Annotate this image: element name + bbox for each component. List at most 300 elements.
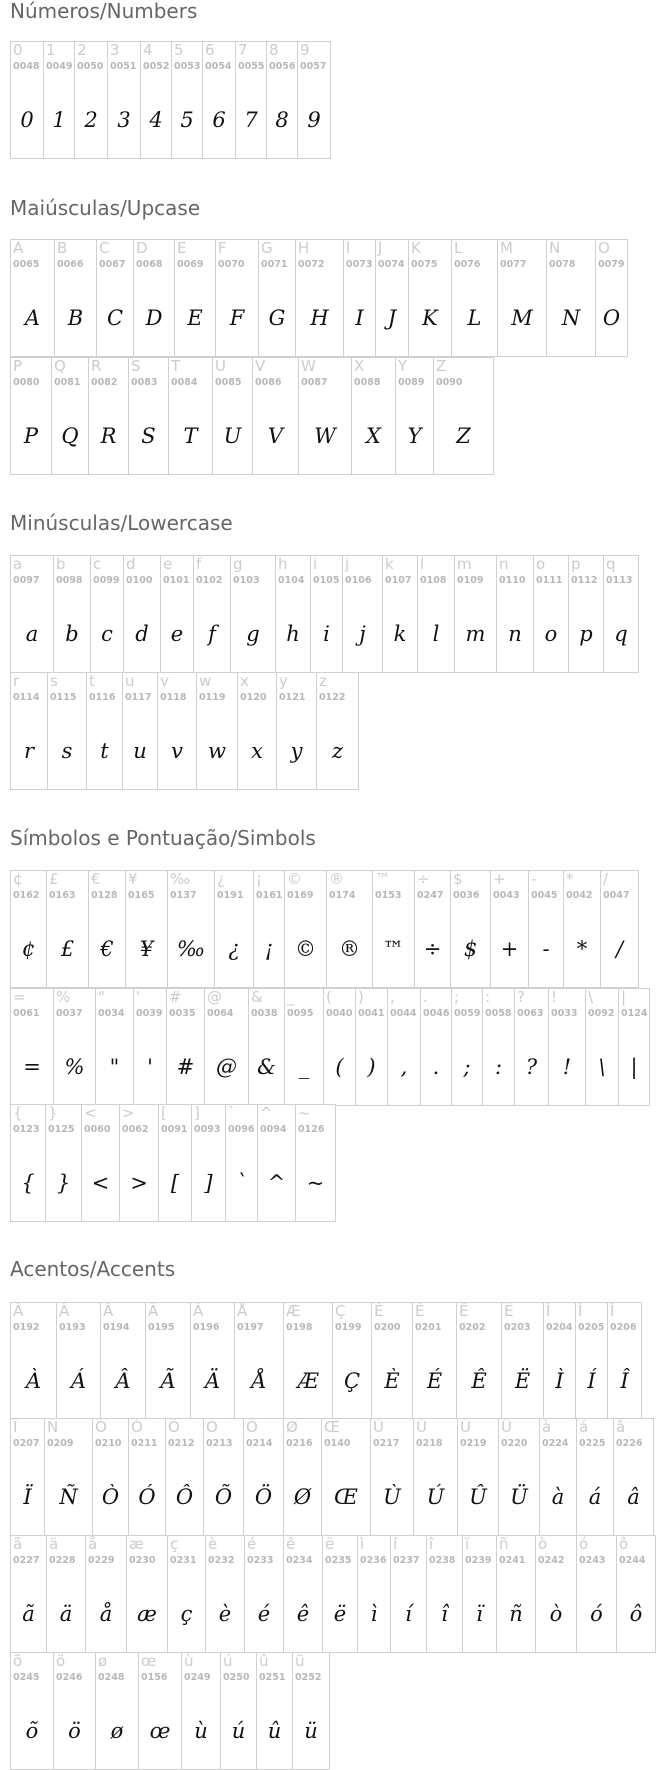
character-label: î [429,1535,434,1553]
glyph-cell [138,1652,182,1770]
character-label: \ [588,988,594,1006]
character-code: 0059 [454,1008,481,1019]
character-label: © [287,870,302,888]
character-code: 0211 [131,1438,158,1449]
character-code: 0057 [300,61,327,72]
glyph-cell [375,239,409,357]
character-label: . [423,988,428,1006]
character-label: ' [136,988,141,1006]
glyph-cell [205,1535,245,1653]
glyph-cell [501,1302,544,1420]
character-code: 0079 [598,259,625,270]
glyph-sample: 6 [212,108,226,132]
glyph-sample: L [467,306,482,330]
glyph-sample: _ [298,1055,310,1079]
character-code: 0126 [298,1124,325,1135]
character-code: 0089 [398,377,425,388]
glyph-sample: ^ [267,1171,286,1195]
glyph-cell [457,1418,499,1536]
glyph-cell [252,357,299,475]
glyph-sample: Ù [383,1485,401,1509]
character-label: Œ [324,1418,341,1436]
character-code: 0045 [531,890,558,901]
character-code: 0209 [47,1438,74,1449]
glyph-cell [420,988,452,1106]
glyph-sample: k [393,622,407,646]
character-code: 0198 [286,1322,313,1333]
character-label: ¿ [217,870,225,888]
character-code: 0207 [13,1438,40,1449]
glyph-cell [88,357,129,475]
glyph-cell [212,357,253,475]
glyph-cell [585,988,619,1106]
glyph-cell [196,672,238,790]
glyph-sample: : [494,1055,503,1079]
character-code: 0040 [326,1008,353,1019]
character-code: 0247 [417,890,444,901]
glyph-sample: 8 [275,108,289,132]
glyph-cell [284,988,324,1106]
character-label: + [493,870,506,888]
character-code: 0121 [279,692,306,703]
glyph-sample: Õ [214,1485,233,1509]
character-label: < [84,1104,97,1122]
glyph-sample: \ [598,1055,606,1079]
glyph-cell [357,1535,391,1653]
glyph-cell [237,672,277,790]
character-code: 0122 [319,692,346,703]
character-code: 0203 [504,1322,531,1333]
glyph-cell [456,1302,502,1420]
character-code: 0062 [122,1124,149,1135]
glyph-sample: } [56,1171,71,1195]
character-code: 0100 [126,575,153,586]
glyph-cell [10,357,52,475]
glyph-cell [496,555,534,673]
glyph-cell [433,357,494,475]
glyph-cell [543,1302,576,1420]
glyph-sample: C [106,306,124,330]
glyph-cell [351,357,396,475]
glyph-cell [204,988,249,1106]
glyph-sample: Z [456,424,471,448]
glyph-sample: û [267,1719,282,1743]
glyph-cell [310,555,343,673]
character-label: â [616,1418,626,1436]
glyph-sample: Ñ [59,1485,78,1509]
glyph-cell [408,239,452,357]
character-label: 0 [13,41,23,59]
glyph-cell [528,870,564,988]
character-code: 0218 [416,1438,443,1449]
glyph-sample: Ö [254,1485,273,1509]
character-label: u [125,672,135,690]
glyph-sample: - [542,937,550,961]
glyph-sample: À [25,1369,42,1393]
character-code: 0098 [56,575,83,586]
glyph-sample: X [366,424,381,448]
glyph-sample: y [290,739,303,763]
character-label: æ [129,1535,144,1553]
character-code: 0230 [129,1555,156,1566]
glyph-cell [107,41,141,159]
glyph-cell [54,239,97,357]
character-label: Î [610,1302,615,1320]
character-label: 1 [46,41,56,59]
character-label: ¢ [13,870,23,888]
character-code: 0055 [238,61,265,72]
glyph-cell [276,672,317,790]
character-code: 0229 [88,1555,115,1566]
glyph-sample: E [187,306,203,330]
character-label: ? [517,988,525,1006]
glyph-sample: $ [463,937,478,961]
glyph-sample: q [614,622,628,646]
character-code: 0249 [184,1672,211,1683]
glyph-cell [234,1302,284,1420]
character-code: 0048 [13,61,40,72]
glyph-cell [10,672,48,790]
glyph-cell [220,1652,257,1770]
glyph-sample: J [387,306,397,330]
character-code: 0041 [358,1008,385,1019]
glyph-sample: & [257,1055,276,1079]
character-code: 0212 [168,1438,195,1449]
character-code: 0251 [259,1672,286,1683]
character-label: 2 [77,41,87,59]
glyph-sample: . [432,1055,440,1079]
character-code: 0233 [247,1555,274,1566]
character-code: 0201 [415,1322,442,1333]
character-label: @ [207,988,222,1006]
character-code: 0065 [13,259,40,270]
character-code: 0054 [205,61,232,72]
character-label: p [571,555,581,573]
glyph-sample: € [100,937,114,961]
character-label: í [393,1535,398,1553]
character-code: 0088 [354,377,381,388]
glyph-cell [283,1535,323,1653]
character-code: 0081 [54,377,81,388]
character-label: M [500,239,513,257]
glyph-cell [266,41,298,159]
character-code: 0123 [13,1124,40,1135]
character-label: Ü [501,1418,512,1436]
character-code: 0242 [538,1555,565,1566]
character-code: 0095 [287,1008,314,1019]
glyph-sample: a [25,622,39,646]
glyph-sample: O [602,306,621,330]
glyph-sample: ] [204,1171,213,1195]
character-label: Ö [246,1418,258,1436]
glyph-cell [230,555,276,673]
glyph-sample: ¡ [264,937,274,961]
glyph-sample: * [576,937,588,961]
character-label: r [13,672,20,690]
glyph-sample: m [465,622,486,646]
glyph-sample: r [23,739,35,763]
glyph-sample: ø [110,1719,124,1743]
glyph-cell [257,1104,296,1222]
character-label: ê [286,1535,296,1553]
glyph-cell [382,555,418,673]
character-code: 0037 [56,1008,83,1019]
character-code: 0096 [228,1124,255,1135]
character-code: 0174 [329,890,356,901]
character-code: 0252 [295,1672,322,1683]
character-label: è [208,1535,218,1553]
character-code: 0200 [374,1322,401,1333]
character-label: Ñ [47,1418,59,1436]
character-code: 0112 [571,575,598,586]
glyph-cell [122,672,158,790]
character-label: é [247,1535,257,1553]
glyph-cell [10,41,44,159]
glyph-cell [215,239,259,357]
character-code: 0097 [13,575,40,586]
glyph-cell [190,1302,235,1420]
glyph-sample: [ [170,1171,180,1195]
glyph-sample: ® [339,937,360,961]
character-code: 0206 [610,1322,637,1333]
glyph-sample: £ [60,937,75,961]
glyph-cell [140,41,172,159]
glyph-cell [387,988,421,1106]
glyph-cell [482,988,515,1106]
glyph-cell [292,1652,330,1770]
glyph-cell [417,555,455,673]
character-label: È [374,1302,384,1320]
character-label: £ [49,870,59,888]
glyph-cell [214,870,254,988]
glyph-sample: è [218,1602,232,1626]
character-code: 0163 [49,890,76,901]
glyph-sample: î [441,1602,448,1626]
character-code: 0082 [91,377,118,388]
character-code: 0238 [429,1555,456,1566]
glyph-cell [535,1535,577,1653]
character-label: Á [59,1302,70,1320]
character-code: 0099 [93,575,120,586]
glyph-cell [326,870,373,988]
glyph-cell [576,1535,617,1653]
glyph-cell [451,988,483,1106]
character-label: ‰ [170,870,191,888]
glyph-sample: H [310,306,329,330]
glyph-sample: Ë [514,1369,531,1393]
character-label: N [549,239,561,257]
character-code: 0217 [373,1438,400,1449]
character-label: Y [398,357,408,375]
character-label: = [13,988,26,1006]
character-label: C [99,239,110,257]
character-label: ä [49,1535,59,1553]
glyph-cell [193,555,231,673]
character-code: 0051 [110,61,137,72]
character-label: m [457,555,472,573]
character-label: F [218,239,227,257]
glyph-sample: + [500,937,519,961]
character-code: 0070 [218,259,245,270]
character-code: 0074 [378,259,405,270]
character-label: s [50,672,58,690]
character-code: 0083 [131,377,158,388]
character-code: 0226 [616,1438,643,1449]
glyph-cell [203,1418,244,1536]
glyph-sample: æ [137,1602,157,1626]
glyph-cell [168,357,213,475]
character-label: ~ [298,1104,311,1122]
glyph-cell [85,1535,127,1653]
glyph-sample: M [511,306,533,330]
glyph-cell [454,555,497,673]
character-label: ó [579,1535,589,1553]
glyph-sample: I [355,306,364,330]
character-code: 0073 [346,259,373,270]
character-code: 0060 [84,1124,111,1135]
character-label: À [13,1302,24,1320]
glyph-sample: á [588,1485,602,1509]
glyph-sample: Ç [343,1369,361,1393]
character-code: 0205 [578,1322,605,1333]
character-code: 0213 [206,1438,233,1449]
character-code: 0210 [95,1438,122,1449]
character-code: 0108 [420,575,447,586]
glyph-sample: 0 [20,108,34,132]
glyph-sample: 4 [149,108,163,132]
character-label: Ô [168,1418,180,1436]
glyph-sample: i [323,622,330,646]
character-code: 0192 [13,1322,40,1333]
glyph-sample: Ô [175,1485,194,1509]
glyph-sample: > [130,1171,148,1195]
glyph-cell [371,1302,413,1420]
glyph-cell [53,1652,96,1770]
glyph-sample: | [630,1055,638,1079]
glyph-sample: Ú [426,1485,445,1509]
section-title: Acentos/Accents [10,1257,176,1281]
glyph-sample: Ò [101,1485,120,1509]
glyph-sample: É [426,1369,443,1393]
character-label: I [346,239,351,257]
glyph-sample: Ä [204,1369,221,1393]
glyph-cell [298,357,352,475]
character-label: € [91,870,101,888]
glyph-sample: ò [549,1602,563,1626]
character-label: q [606,555,616,573]
glyph-sample: ù [194,1719,208,1743]
glyph-cell [575,1302,608,1420]
glyph-cell [10,1104,46,1222]
glyph-cell [133,988,167,1106]
character-label: ^ [260,1104,273,1122]
glyph-sample: f [208,622,216,646]
character-label: á [579,1418,589,1436]
character-code: 0161 [256,890,283,901]
glyph-cell [576,1418,614,1536]
glyph-sample: ' [147,1055,153,1079]
character-label: T [171,357,181,375]
glyph-cell [414,870,451,988]
character-label: : [485,988,491,1006]
character-code: 0195 [148,1322,175,1333]
glyph-cell [413,1418,458,1536]
character-code: 0104 [278,575,305,586]
character-code: 0106 [345,575,372,586]
glyph-sample: N [561,306,581,330]
glyph-cell [600,870,639,988]
character-code: 0153 [375,890,402,901]
character-label: / [603,870,609,888]
character-code: 0101 [163,575,190,586]
character-label: ; [454,988,460,1006]
glyph-sample: ï [476,1602,483,1626]
character-label: x [240,672,249,690]
character-label: g [233,555,243,573]
character-code: 0111 [536,575,563,586]
glyph-cell [514,988,549,1106]
character-label: O [598,239,610,257]
glyph-cell [412,1302,457,1420]
glyph-cell [235,41,267,159]
glyph-sample: T [183,424,198,448]
character-code: 0120 [240,692,267,703]
character-label: ö [56,1652,66,1670]
glyph-sample: % [64,1055,85,1079]
character-label: E [177,239,187,257]
character-code: 0053 [174,61,201,72]
character-code: 0085 [215,377,242,388]
character-label: ã [13,1535,23,1553]
character-label: V [255,357,266,375]
glyph-cell [595,239,628,357]
character-code: 0197 [237,1322,264,1333]
character-label: , [390,988,395,1006]
glyph-cell [128,357,169,475]
character-label: - [531,870,537,888]
character-code: 0046 [423,1008,450,1019]
glyph-cell [450,870,491,988]
glyph-cell [81,1104,120,1222]
character-label: f [196,555,202,573]
glyph-cell [202,41,236,159]
character-label: " [98,988,105,1006]
glyph-cell [316,672,359,790]
glyph-sample: Û [469,1485,487,1509]
character-code: 0114 [13,692,40,703]
character-code: 0105 [313,575,340,586]
glyph-sample: õ [25,1719,39,1743]
character-label: Ò [95,1418,107,1436]
character-label: o [536,555,546,573]
character-code: 0236 [360,1555,387,1566]
character-label: Ù [373,1418,384,1436]
character-label: Q [54,357,66,375]
character-code: 0044 [390,1008,417,1019]
glyph-cell [10,555,54,673]
character-label: z [319,672,327,690]
character-code: 0064 [207,1008,234,1019]
glyph-cell [165,1418,204,1536]
character-label: H [298,239,310,257]
character-code: 0118 [160,692,187,703]
character-label: å [88,1535,98,1553]
character-label: % [56,988,71,1006]
glyph-sample: 9 [307,108,321,132]
glyph-sample: é [257,1602,271,1626]
character-code: 0107 [385,575,412,586]
character-label: Z [436,357,447,375]
